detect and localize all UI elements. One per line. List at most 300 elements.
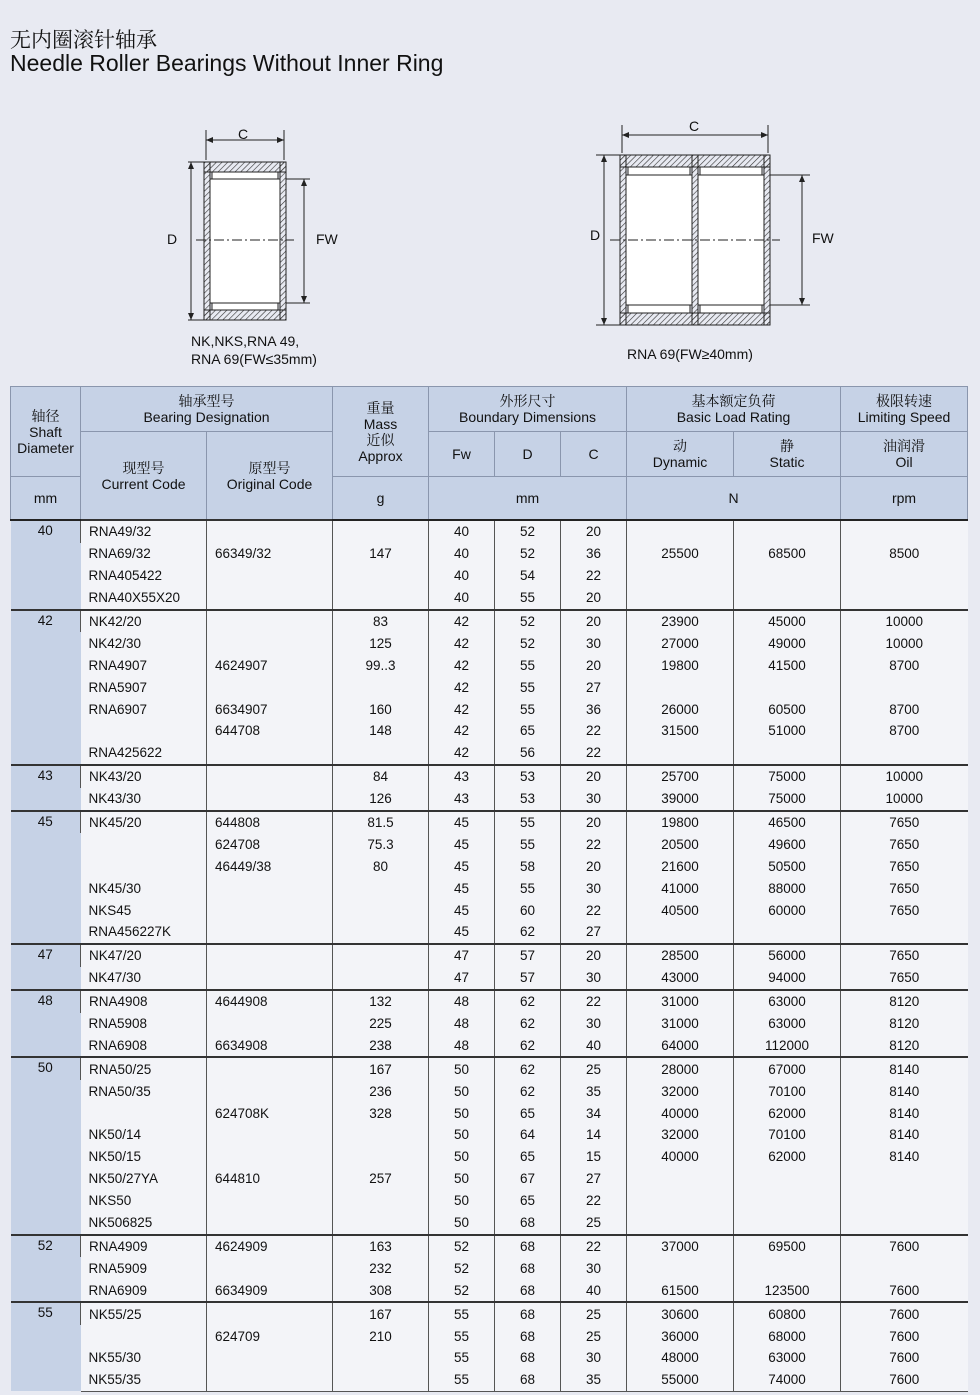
c-cell: 30: [561, 877, 627, 899]
d-cell: 55: [495, 587, 561, 610]
current-code-cell: NK45/20: [81, 811, 207, 834]
mass-cell: [333, 587, 429, 610]
dynamic-cell: 32000: [627, 1124, 734, 1146]
diagram-left-caption-1: NK,NKS,RNA 49,: [191, 333, 300, 349]
speed-cell: 8500: [841, 543, 968, 565]
speed-cell: 8140: [841, 1057, 968, 1080]
static-cell: 68000: [734, 1325, 841, 1347]
d-cell: 68: [495, 1212, 561, 1235]
dynamic-cell: 31000: [627, 1013, 734, 1035]
original-code-cell: 6634908: [207, 1034, 333, 1057]
dynamic-cell: 28000: [627, 1057, 734, 1080]
table-row: [11, 1212, 968, 1235]
static-cell: 41500: [734, 654, 841, 676]
c-cell: 36: [561, 543, 627, 565]
c-cell: 20: [561, 765, 627, 788]
speed-cell: [841, 1212, 968, 1235]
c-cell: 25: [561, 1302, 627, 1325]
mass-cell: 160: [333, 698, 429, 720]
original-code-cell: [207, 610, 333, 633]
table-body: [11, 520, 968, 1391]
page-title-en: Needle Roller Bearings Without Inner Ring: [10, 50, 444, 76]
d-cell: 55: [495, 698, 561, 720]
shaft-diameter-cell: 40: [11, 520, 81, 610]
original-code-cell: [207, 944, 333, 967]
original-code-cell: [207, 1080, 333, 1102]
current-code-cell: RNA405422: [81, 565, 207, 587]
shaft-diameter-cell: 52: [11, 1235, 81, 1303]
mass-cell: 99..3: [333, 654, 429, 676]
dynamic-cell: 23900: [627, 610, 734, 633]
speed-cell: 7600: [841, 1235, 968, 1258]
static-cell: 112000: [734, 1034, 841, 1057]
dynamic-cell: 25500: [627, 543, 734, 565]
mass-cell: [333, 967, 429, 990]
fw-cell: 45: [429, 921, 495, 944]
d-cell: 53: [495, 788, 561, 811]
original-code-cell: [207, 1369, 333, 1391]
mass-cell: 132: [333, 990, 429, 1013]
shaft-diameter-cell: 50: [11, 1057, 81, 1234]
d-cell: 64: [495, 1124, 561, 1146]
speed-cell: 7650: [841, 944, 968, 967]
mass-cell: 163: [333, 1235, 429, 1258]
d-cell: 67: [495, 1168, 561, 1190]
table-row: [11, 1235, 968, 1258]
fw-cell: 50: [429, 1146, 495, 1168]
fw-cell: 55: [429, 1347, 495, 1369]
d-cell: 62: [495, 921, 561, 944]
dynamic-header: 动 Dynamic: [627, 432, 734, 477]
d-cell: 62: [495, 990, 561, 1013]
c-cell: 40: [561, 1034, 627, 1057]
speed-cell: 7600: [841, 1325, 968, 1347]
speed-cell: [841, 565, 968, 587]
table-row: [11, 833, 968, 855]
table-row: [11, 1080, 968, 1102]
d-cell: 55: [495, 833, 561, 855]
dynamic-cell: 40000: [627, 1102, 734, 1124]
table-row: [11, 877, 968, 899]
fw-cell: 42: [429, 610, 495, 633]
current-code-cell: RNA50/25: [81, 1057, 207, 1080]
c-cell: 20: [561, 855, 627, 877]
mass-cell: [333, 1347, 429, 1369]
speed-cell: 8700: [841, 720, 968, 742]
d-cell: 62: [495, 1057, 561, 1080]
fw-cell: 52: [429, 1279, 495, 1302]
fw-cell: 45: [429, 811, 495, 834]
speed-cell: 7650: [841, 855, 968, 877]
fw-cell: 50: [429, 1057, 495, 1080]
speed-header: 极限转速 Limiting Speed: [841, 387, 968, 432]
dynamic-cell: 41000: [627, 877, 734, 899]
fw-cell: 42: [429, 654, 495, 676]
current-code-cell: NKS45: [81, 899, 207, 921]
mass-cell: 328: [333, 1102, 429, 1124]
table-row: [11, 765, 968, 788]
current-code-cell: NK47/30: [81, 967, 207, 990]
dynamic-cell: 37000: [627, 1235, 734, 1258]
speed-cell: 7600: [841, 1347, 968, 1369]
d-cell: 68: [495, 1347, 561, 1369]
mass-cell: [333, 921, 429, 944]
table-row: [11, 676, 968, 698]
static-cell: 46500: [734, 811, 841, 834]
speed-cell: [841, 921, 968, 944]
diagram-left-caption-2: RNA 69(FW≤35mm): [191, 351, 317, 367]
d-cell: 57: [495, 944, 561, 967]
shaft-diameter-cell: 55: [11, 1302, 81, 1391]
mass-cell: 126: [333, 788, 429, 811]
table-row: [11, 1057, 968, 1080]
original-code-cell: [207, 1124, 333, 1146]
mass-cell: [333, 944, 429, 967]
fw-cell: 47: [429, 967, 495, 990]
original-code-header: 原型号 Original Code: [207, 432, 333, 521]
static-cell: 67000: [734, 1057, 841, 1080]
speed-cell: [841, 676, 968, 698]
c-cell: 30: [561, 632, 627, 654]
d-cell: 68: [495, 1235, 561, 1258]
d-cell: 62: [495, 1034, 561, 1057]
dim-fw-label: FW: [812, 230, 834, 246]
c-cell: 22: [561, 1190, 627, 1212]
static-cell: 50500: [734, 855, 841, 877]
c-cell: 22: [561, 742, 627, 765]
mass-cell: [333, 1369, 429, 1391]
table-row: [11, 899, 968, 921]
speed-cell: [841, 742, 968, 765]
d-cell: 68: [495, 1279, 561, 1302]
table-row: [11, 1034, 968, 1057]
static-cell: 88000: [734, 877, 841, 899]
table-row: [11, 587, 968, 610]
fw-cell: 42: [429, 632, 495, 654]
current-code-cell: RNA50/35: [81, 1080, 207, 1102]
c-header: C: [561, 432, 627, 477]
load-rating-header: 基本额定负荷 Basic Load Rating: [627, 387, 841, 432]
d-cell: 55: [495, 811, 561, 834]
static-cell: 60500: [734, 698, 841, 720]
c-cell: 14: [561, 1124, 627, 1146]
table-row: [11, 1190, 968, 1212]
c-cell: 25: [561, 1212, 627, 1235]
original-code-cell: 6634909: [207, 1279, 333, 1302]
fw-cell: 52: [429, 1257, 495, 1279]
static-cell: [734, 1257, 841, 1279]
speed-cell: [841, 1190, 968, 1212]
dynamic-cell: [627, 1190, 734, 1212]
current-code-cell: NK42/20: [81, 610, 207, 633]
static-cell: 94000: [734, 967, 841, 990]
speed-cell: 8120: [841, 990, 968, 1013]
current-code-cell: RNA4909: [81, 1235, 207, 1258]
dynamic-cell: [627, 676, 734, 698]
fw-cell: 40: [429, 587, 495, 610]
speed-cell: 8140: [841, 1146, 968, 1168]
table-row: [11, 1257, 968, 1279]
current-code-cell: [81, 720, 207, 742]
dynamic-cell: 39000: [627, 788, 734, 811]
c-cell: 22: [561, 565, 627, 587]
mass-cell: 75.3: [333, 833, 429, 855]
mass-cell: [333, 1146, 429, 1168]
fw-cell: 50: [429, 1080, 495, 1102]
shaft-unit: mm: [11, 477, 81, 521]
mass-cell: 232: [333, 1257, 429, 1279]
table-row: [11, 520, 968, 543]
speed-cell: 7650: [841, 899, 968, 921]
static-cell: [734, 565, 841, 587]
speed-cell: 8140: [841, 1102, 968, 1124]
c-cell: 22: [561, 990, 627, 1013]
speed-cell: 8120: [841, 1013, 968, 1035]
dynamic-cell: [627, 520, 734, 543]
fw-cell: 55: [429, 1325, 495, 1347]
original-code-cell: [207, 520, 333, 543]
mass-cell: 236: [333, 1080, 429, 1102]
original-code-cell: [207, 565, 333, 587]
dynamic-cell: 55000: [627, 1369, 734, 1391]
current-code-cell: NK55/30: [81, 1347, 207, 1369]
speed-unit: rpm: [841, 477, 968, 521]
mass-cell: 81.5: [333, 811, 429, 834]
fw-cell: 48: [429, 1013, 495, 1035]
table-row: [11, 543, 968, 565]
speed-cell: 8700: [841, 698, 968, 720]
static-cell: 49000: [734, 632, 841, 654]
dim-c-label: C: [689, 118, 700, 134]
shaft-diameter-cell: 45: [11, 811, 81, 944]
d-header: D: [495, 432, 561, 477]
d-cell: 62: [495, 1080, 561, 1102]
original-code-cell: 624709: [207, 1325, 333, 1347]
current-code-cell: RNA6909: [81, 1279, 207, 1302]
d-cell: 52: [495, 632, 561, 654]
speed-cell: 10000: [841, 765, 968, 788]
static-cell: [734, 676, 841, 698]
table-row: [11, 1168, 968, 1190]
table-row: [11, 811, 968, 834]
c-cell: 35: [561, 1369, 627, 1391]
dynamic-cell: 21600: [627, 855, 734, 877]
c-cell: 30: [561, 967, 627, 990]
original-code-cell: 624708K: [207, 1102, 333, 1124]
c-cell: 25: [561, 1057, 627, 1080]
d-cell: 56: [495, 742, 561, 765]
mass-cell: [333, 520, 429, 543]
dim-c-label: C: [238, 126, 249, 142]
speed-cell: 10000: [841, 610, 968, 633]
table-row: [11, 1279, 968, 1302]
original-code-cell: [207, 1302, 333, 1325]
c-cell: 20: [561, 587, 627, 610]
static-cell: 70100: [734, 1124, 841, 1146]
current-code-cell: NK506825: [81, 1212, 207, 1235]
page-title-cn: 无内圈滚针轴承: [10, 28, 157, 52]
current-code-cell: RNA6908: [81, 1034, 207, 1057]
d-cell: 62: [495, 1013, 561, 1035]
dynamic-cell: 40000: [627, 1146, 734, 1168]
fw-cell: 52: [429, 1235, 495, 1258]
current-code-cell: RNA5909: [81, 1257, 207, 1279]
c-cell: 20: [561, 610, 627, 633]
c-cell: 20: [561, 520, 627, 543]
current-code-header: 现型号 Current Code: [81, 432, 207, 521]
d-cell: 58: [495, 855, 561, 877]
dynamic-cell: [627, 1257, 734, 1279]
original-code-cell: [207, 587, 333, 610]
fw-cell: 50: [429, 1168, 495, 1190]
mass-cell: [333, 1190, 429, 1212]
table-row: [11, 944, 968, 967]
original-code-cell: [207, 1146, 333, 1168]
static-cell: 75000: [734, 765, 841, 788]
speed-cell: 8140: [841, 1124, 968, 1146]
mass-cell: 147: [333, 543, 429, 565]
fw-cell: 40: [429, 520, 495, 543]
current-code-cell: RNA40X55X20: [81, 587, 207, 610]
mass-cell: 167: [333, 1057, 429, 1080]
fw-cell: 47: [429, 944, 495, 967]
d-cell: 55: [495, 877, 561, 899]
current-code-cell: NK55/25: [81, 1302, 207, 1325]
current-code-cell: NK47/20: [81, 944, 207, 967]
static-cell: 51000: [734, 720, 841, 742]
current-code-cell: NK55/35: [81, 1369, 207, 1391]
current-code-cell: [81, 1325, 207, 1347]
speed-cell: 7650: [841, 811, 968, 834]
fw-cell: 48: [429, 1034, 495, 1057]
speed-cell: 7650: [841, 967, 968, 990]
table-row: [11, 1369, 968, 1391]
original-code-cell: 644708: [207, 720, 333, 742]
shaft-diameter-cell: 43: [11, 765, 81, 811]
c-cell: 22: [561, 833, 627, 855]
diagram-double-row: [580, 115, 850, 335]
d-cell: 55: [495, 676, 561, 698]
dynamic-cell: 31000: [627, 990, 734, 1013]
table-row: [11, 698, 968, 720]
original-code-cell: [207, 1212, 333, 1235]
d-cell: 60: [495, 899, 561, 921]
original-code-cell: [207, 967, 333, 990]
fw-cell: 45: [429, 899, 495, 921]
original-code-cell: 4624909: [207, 1235, 333, 1258]
d-cell: 68: [495, 1257, 561, 1279]
d-cell: 65: [495, 1190, 561, 1212]
original-code-cell: [207, 1257, 333, 1279]
speed-cell: [841, 1257, 968, 1279]
fw-cell: 48: [429, 990, 495, 1013]
static-cell: [734, 1190, 841, 1212]
c-cell: 27: [561, 921, 627, 944]
load-unit: N: [627, 477, 841, 521]
mass-header: 重量 Mass 近似 Approx: [333, 387, 429, 477]
current-code-cell: [81, 833, 207, 855]
c-cell: 40: [561, 1279, 627, 1302]
original-code-cell: [207, 1347, 333, 1369]
table-row: [11, 921, 968, 944]
current-code-cell: NK45/30: [81, 877, 207, 899]
mass-cell: 80: [333, 855, 429, 877]
static-cell: 123500: [734, 1279, 841, 1302]
fw-header: Fw: [429, 432, 495, 477]
table-row: [11, 1146, 968, 1168]
fw-cell: 50: [429, 1124, 495, 1146]
current-code-cell: RNA4908: [81, 990, 207, 1013]
c-cell: 22: [561, 899, 627, 921]
speed-cell: 7600: [841, 1302, 968, 1325]
fw-cell: 40: [429, 543, 495, 565]
dynamic-cell: 61500: [627, 1279, 734, 1302]
bearing-spec-table: [10, 386, 968, 1392]
fw-cell: 43: [429, 765, 495, 788]
speed-cell: [841, 520, 968, 543]
original-code-cell: [207, 921, 333, 944]
current-code-cell: RNA5907: [81, 676, 207, 698]
d-cell: 53: [495, 765, 561, 788]
mass-cell: 125: [333, 632, 429, 654]
current-code-cell: NK50/27YA: [81, 1168, 207, 1190]
table-row: [11, 1302, 968, 1325]
original-code-cell: 4624907: [207, 654, 333, 676]
fw-cell: 45: [429, 855, 495, 877]
current-code-cell: NK43/30: [81, 788, 207, 811]
fw-cell: 42: [429, 676, 495, 698]
speed-cell: [841, 587, 968, 610]
c-cell: 36: [561, 698, 627, 720]
current-code-cell: NKS50: [81, 1190, 207, 1212]
speed-cell: 7650: [841, 833, 968, 855]
c-cell: 30: [561, 1347, 627, 1369]
c-cell: 15: [561, 1146, 627, 1168]
mass-cell: 308: [333, 1279, 429, 1302]
d-cell: 65: [495, 720, 561, 742]
static-cell: 62000: [734, 1102, 841, 1124]
mass-cell: [333, 1124, 429, 1146]
oil-header: 油润滑 Oil: [841, 432, 968, 477]
fw-cell: 40: [429, 565, 495, 587]
original-code-cell: 6634907: [207, 698, 333, 720]
table-row: [11, 967, 968, 990]
dynamic-cell: [627, 1168, 734, 1190]
table-row: [11, 565, 968, 587]
current-code-cell: RNA425622: [81, 742, 207, 765]
d-cell: 55: [495, 654, 561, 676]
dynamic-cell: 64000: [627, 1034, 734, 1057]
dynamic-cell: 40500: [627, 899, 734, 921]
table-row: [11, 720, 968, 742]
speed-cell: 7600: [841, 1279, 968, 1302]
current-code-cell: [81, 1102, 207, 1124]
original-code-cell: [207, 877, 333, 899]
dynamic-cell: 20500: [627, 833, 734, 855]
static-cell: [734, 520, 841, 543]
static-cell: [734, 1168, 841, 1190]
current-code-cell: NK50/14: [81, 1124, 207, 1146]
table-row: [11, 1124, 968, 1146]
static-cell: 63000: [734, 990, 841, 1013]
speed-cell: 8120: [841, 1034, 968, 1057]
speed-cell: 7650: [841, 877, 968, 899]
diagram-right-caption: RNA 69(FW≥40mm): [627, 346, 753, 362]
diagram-single-row: [160, 122, 350, 332]
original-code-cell: [207, 899, 333, 921]
fw-cell: 50: [429, 1102, 495, 1124]
fw-cell: 55: [429, 1302, 495, 1325]
